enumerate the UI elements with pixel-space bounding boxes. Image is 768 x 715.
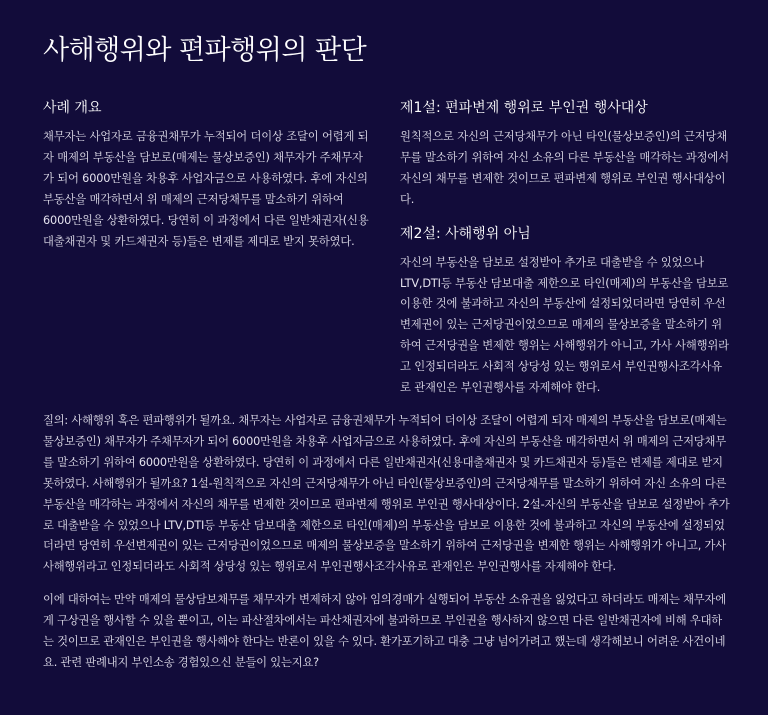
- theories-section: [400, 97, 730, 399]
- question-paragraph: 질의: 사해행위 혹은 편파행위가 될까요. 채무자는 사업자로 금융권채무가 누적되어 더이상 조달이 어렵게 되자 매제의 부동산을 담보로(매제는 물상보증인) 채무자가 주채무자가 되어 6000만원을 차용후 사업자금으로 사용하였다. 후에 자신의 부동산을 매각하면서 위 매제의 근저당채무를 말소하기 위하여 6000만원을 상환하였다. 당연히 이 과정에서 다른 일반채권자(신용대출채권자 및 카드채권자 등)들은 변제를 제대로 받지 못하였다. 사해행위가 될까요? 1설-원칙적으로 자신의 근저당채무가 아닌 타인(물상보증인)의 근저당채무를 말소하기 위하여 자신 소유의 다른 부동산을 매각하는 과정에서 자신의 채무를 변제한 것이므로 편파변제 행위로 부인권 행사대상이다. 2설-자신의 부동산을 담보로 설정받아 추가로 대출받을 수 있었으나 LTV,DTI등 부동산 담보대출 제한으로 타인(매제)의 부동산을 담보로 이용한 것에 불과하고 자신의 부동산에 설정되었더라면 당연히 우선변제권이 있는 근저당권이었으므로 매제의 물상보증을 말소하기 위하여 근저당권을 변제한 행위는 사해행위가 아니고, 가사 사해행위라고 인정되더라도 사회적 상당성 있는 행위로서 부인권행사조각사유로 관재인은 부인권행사를 자제해야 한다.: [43, 414, 730, 574]
- discussion-section: [43, 411, 731, 674]
- case-overview-body: 채무자는 사업자로 금융권채무가 누적되어 더이상 조달이 어렵게 되자 매제의 부동산을 담보로(매제는 물상보증인) 채무자가 주채무자가 되어 6000만원을 차용후 사업자금으로 사용하였다. 후에 자신의 부동산을 매각하면서 위 매제의 근저당채무를 말소하기 위하여 6000만원을 상환하였다. 당연히 이 과정에서 다른 일반채권자(신용대출채권자 및 카드채권자 등)들은 변제를 제대로 받지 못하였다.: [43, 130, 369, 248]
- theory1-heading: 제1설: 편파변제 행위로 부인권 행사대상: [400, 100, 648, 116]
- case-overview-heading: 사례 개요: [43, 100, 102, 116]
- theory2-body: 자신의 부동산을 담보로 설정받아 추가로 대출받을 수 있었으나 LTV,DTI등 부동산 담보대출 제한으로 타인(매제)의 부동산을 담보로 이용한 것에 불과하고 자신의 부동산에 설정되었더라면 당연히 우선변제권이 있는 근저당권이었으므로 매제의 물상보증을 말소하기 위하여 근저당권을 변제한 행위는 사해행위가 아니고, 가사 사해행위라고 인정되더라도 사회적 상당성 있는 행위로서 부인권행사조각사유로 관재인은 부인권행사를 자제해야 한다.: [400, 255, 729, 395]
- theory1-body: 원칙적으로 자신의 근저당채무가 아닌 타인(물상보증인)의 근저당채무를 말소하기 위하여 자신 소유의 다른 부동산을 매각하는 과정에서 자신의 채무를 변제한 것이므로 편파변제 행위로 부인권 행사대상이다.: [400, 130, 729, 206]
- theory2-heading: 제2설: 사해행위 아님: [400, 225, 531, 242]
- page-title: 사해행위와 편파행위의 판단: [43, 35, 367, 66]
- reply-paragraph: 이에 대하여는 만약 매제의 물상담보채무를 채무자가 변제하지 않아 임의경매가 실행되어 부동산 소유권을 잃었다고 하더라도 매제는 채무자에게 구상권을 행사할 수 있을 뿐이고, 이는 파산절차에서는 파산채권자에 불과하므로 부인권을 행사하지 않으면 다른 일반채권자에 비해 우대하는 것이므로 관재인은 부인권을 행사해야 한다는 반론이 있을 수 있다. 환가포기하고 대충 그냥 넘어가려고 했는데 생각해보니 어려운 사건이네요. 관련 판례내지 부인소송 경험있으신 분들이 있는지요?: [43, 593, 726, 669]
- case-overview-section: [43, 97, 369, 252]
